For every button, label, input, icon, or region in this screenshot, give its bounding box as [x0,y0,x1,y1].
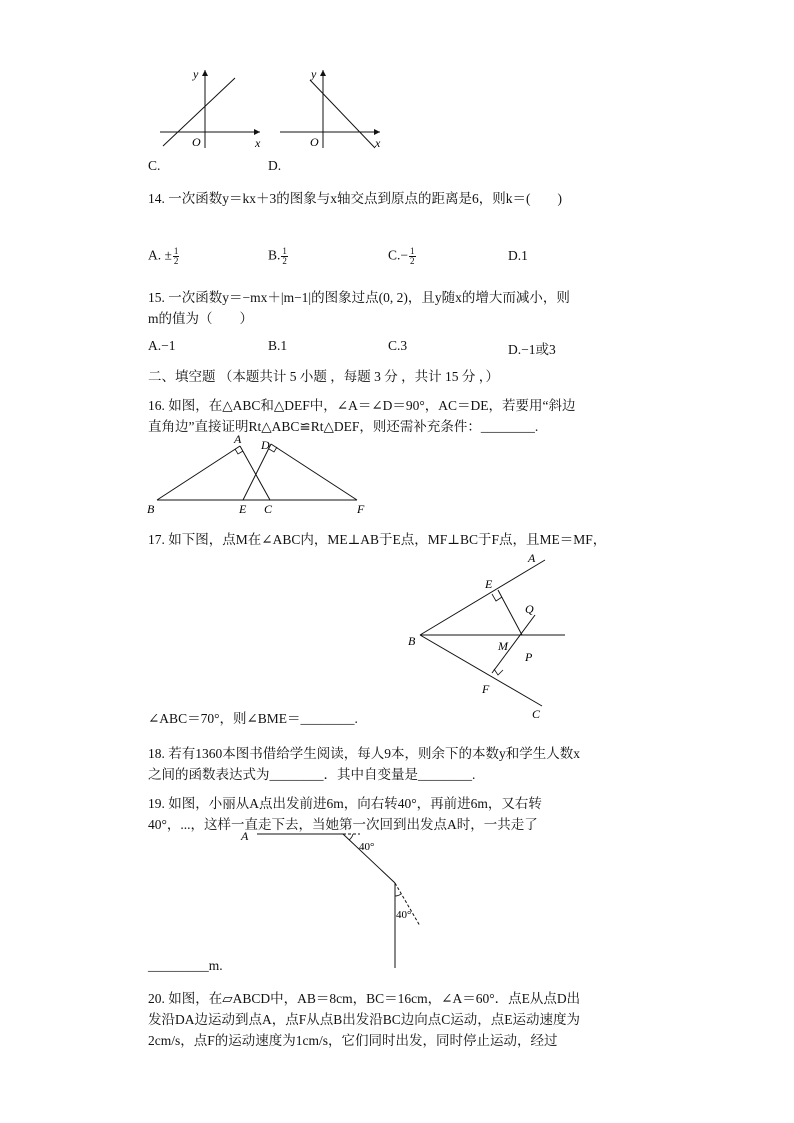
q18-line1: 18. 若有1360本图书借给学生阅读，每人9本，则余下的本数y和学生人数x [148,746,580,761]
q17-label-c: C [532,707,541,721]
option-c-label: C. [148,158,161,173]
graph-d-x-label: x [375,136,381,150]
graph-c-origin-label: O [192,135,201,149]
q15-option-d: D.−1或3 [508,342,556,357]
q16-label-b: B [147,502,155,516]
q17-label-b: B [408,634,416,648]
q17-label-p: P [525,650,533,664]
q17-line2: ∠ABC＝70°，则∠BME＝________. [148,711,358,726]
q14-option-c: C.− $\frac{1}{2}$ [388,246,415,266]
graph-c-x-label: x [255,136,261,150]
q17-label-m: M [498,639,508,653]
graph-c-y-label: y [193,67,199,81]
q16-line1: 16. 如图，在△ABC和△DEF中，∠A＝∠D＝90°，AC＝DE，若要用“斜边 [148,398,576,413]
q16-label-e: E [239,502,247,516]
q16-label-d: D [261,438,270,452]
q17-label-q: Q [525,602,534,616]
q20-line1: 20. 如图，在▱ABCD中，AB＝8cm，BC＝16cm，∠A＝60°．点E从点D出 [148,991,581,1006]
q17-line1: 17. 如下图，点M在∠ABC内，ME⊥AB于E点，MF⊥BC于F点，且ME＝MF， [148,532,607,547]
q15-line2: m的值为（ ） [148,311,254,326]
q15-line1: 15. 一次函数y＝−mx＋|m−1|的图象过点(0, 2)，且y随x的增大而减小，则 [148,290,570,305]
q16-line2: 直角边”直接证明Rt△ABC≌Rt△DEF，则还需补充条件：________. [148,419,539,434]
q15-option-a: A.−1 [148,338,176,353]
q17-label-e: E [485,577,493,591]
q14-option-b: B. $\frac{1}{2}$ [268,246,287,266]
graph-d-origin-label: O [310,135,319,149]
q14-text: 14. 一次函数y＝kx＋3的图象与x轴交点到原点的距离是6，则k＝( ) [148,191,562,206]
q19-line2: 40°，...，这样一直走下去，当她第一次回到出发点A时，一共走了 [148,817,538,832]
q19-figure [235,826,435,971]
q16-label-a: A [234,432,242,446]
q20-line3: 2cm/s，点F的运动速度为1cm/s，它们同时出发，同时停止运动，经过 [148,1033,558,1048]
graph-d [275,66,385,151]
q14-option-a: A. ± $\frac{1}{2}$ [148,246,179,266]
q17-figure [405,548,575,721]
q14-option-d: D.1 [508,248,528,263]
graph-c [155,66,265,151]
q17-label-a: A [528,551,536,565]
q19-label-a: A [241,829,249,843]
q19-angle2: 40° [396,909,412,921]
q15-option-b: B.1 [268,338,288,353]
q19-angle1: 40° [359,841,375,853]
graph-d-y-label: y [311,67,317,81]
option-d-label: D. [268,158,282,173]
q16-label-f: F [357,502,365,516]
q16-figure [145,432,385,522]
q19-answer-line: _________m. [148,958,223,973]
q18-line2: 之间的函数表达式为________．其中自变量是________. [148,767,476,782]
q15-option-c: C.3 [388,338,408,353]
q16-label-c: C [264,502,273,516]
section-title: 二、填空题 （本题共计 5 小题 ，每题 3 分 ，共计 15 分 ，） [148,369,499,384]
q19-line1: 19. 如图，小丽从A点出发前进6m，向右转40°，再前进6m，又右转 [148,796,542,811]
q20-line2: 发沿DA边运动到点A，点F从点B出发沿BC边向点C运动，点E运动速度为 [148,1012,581,1027]
q17-label-f: F [482,682,490,696]
